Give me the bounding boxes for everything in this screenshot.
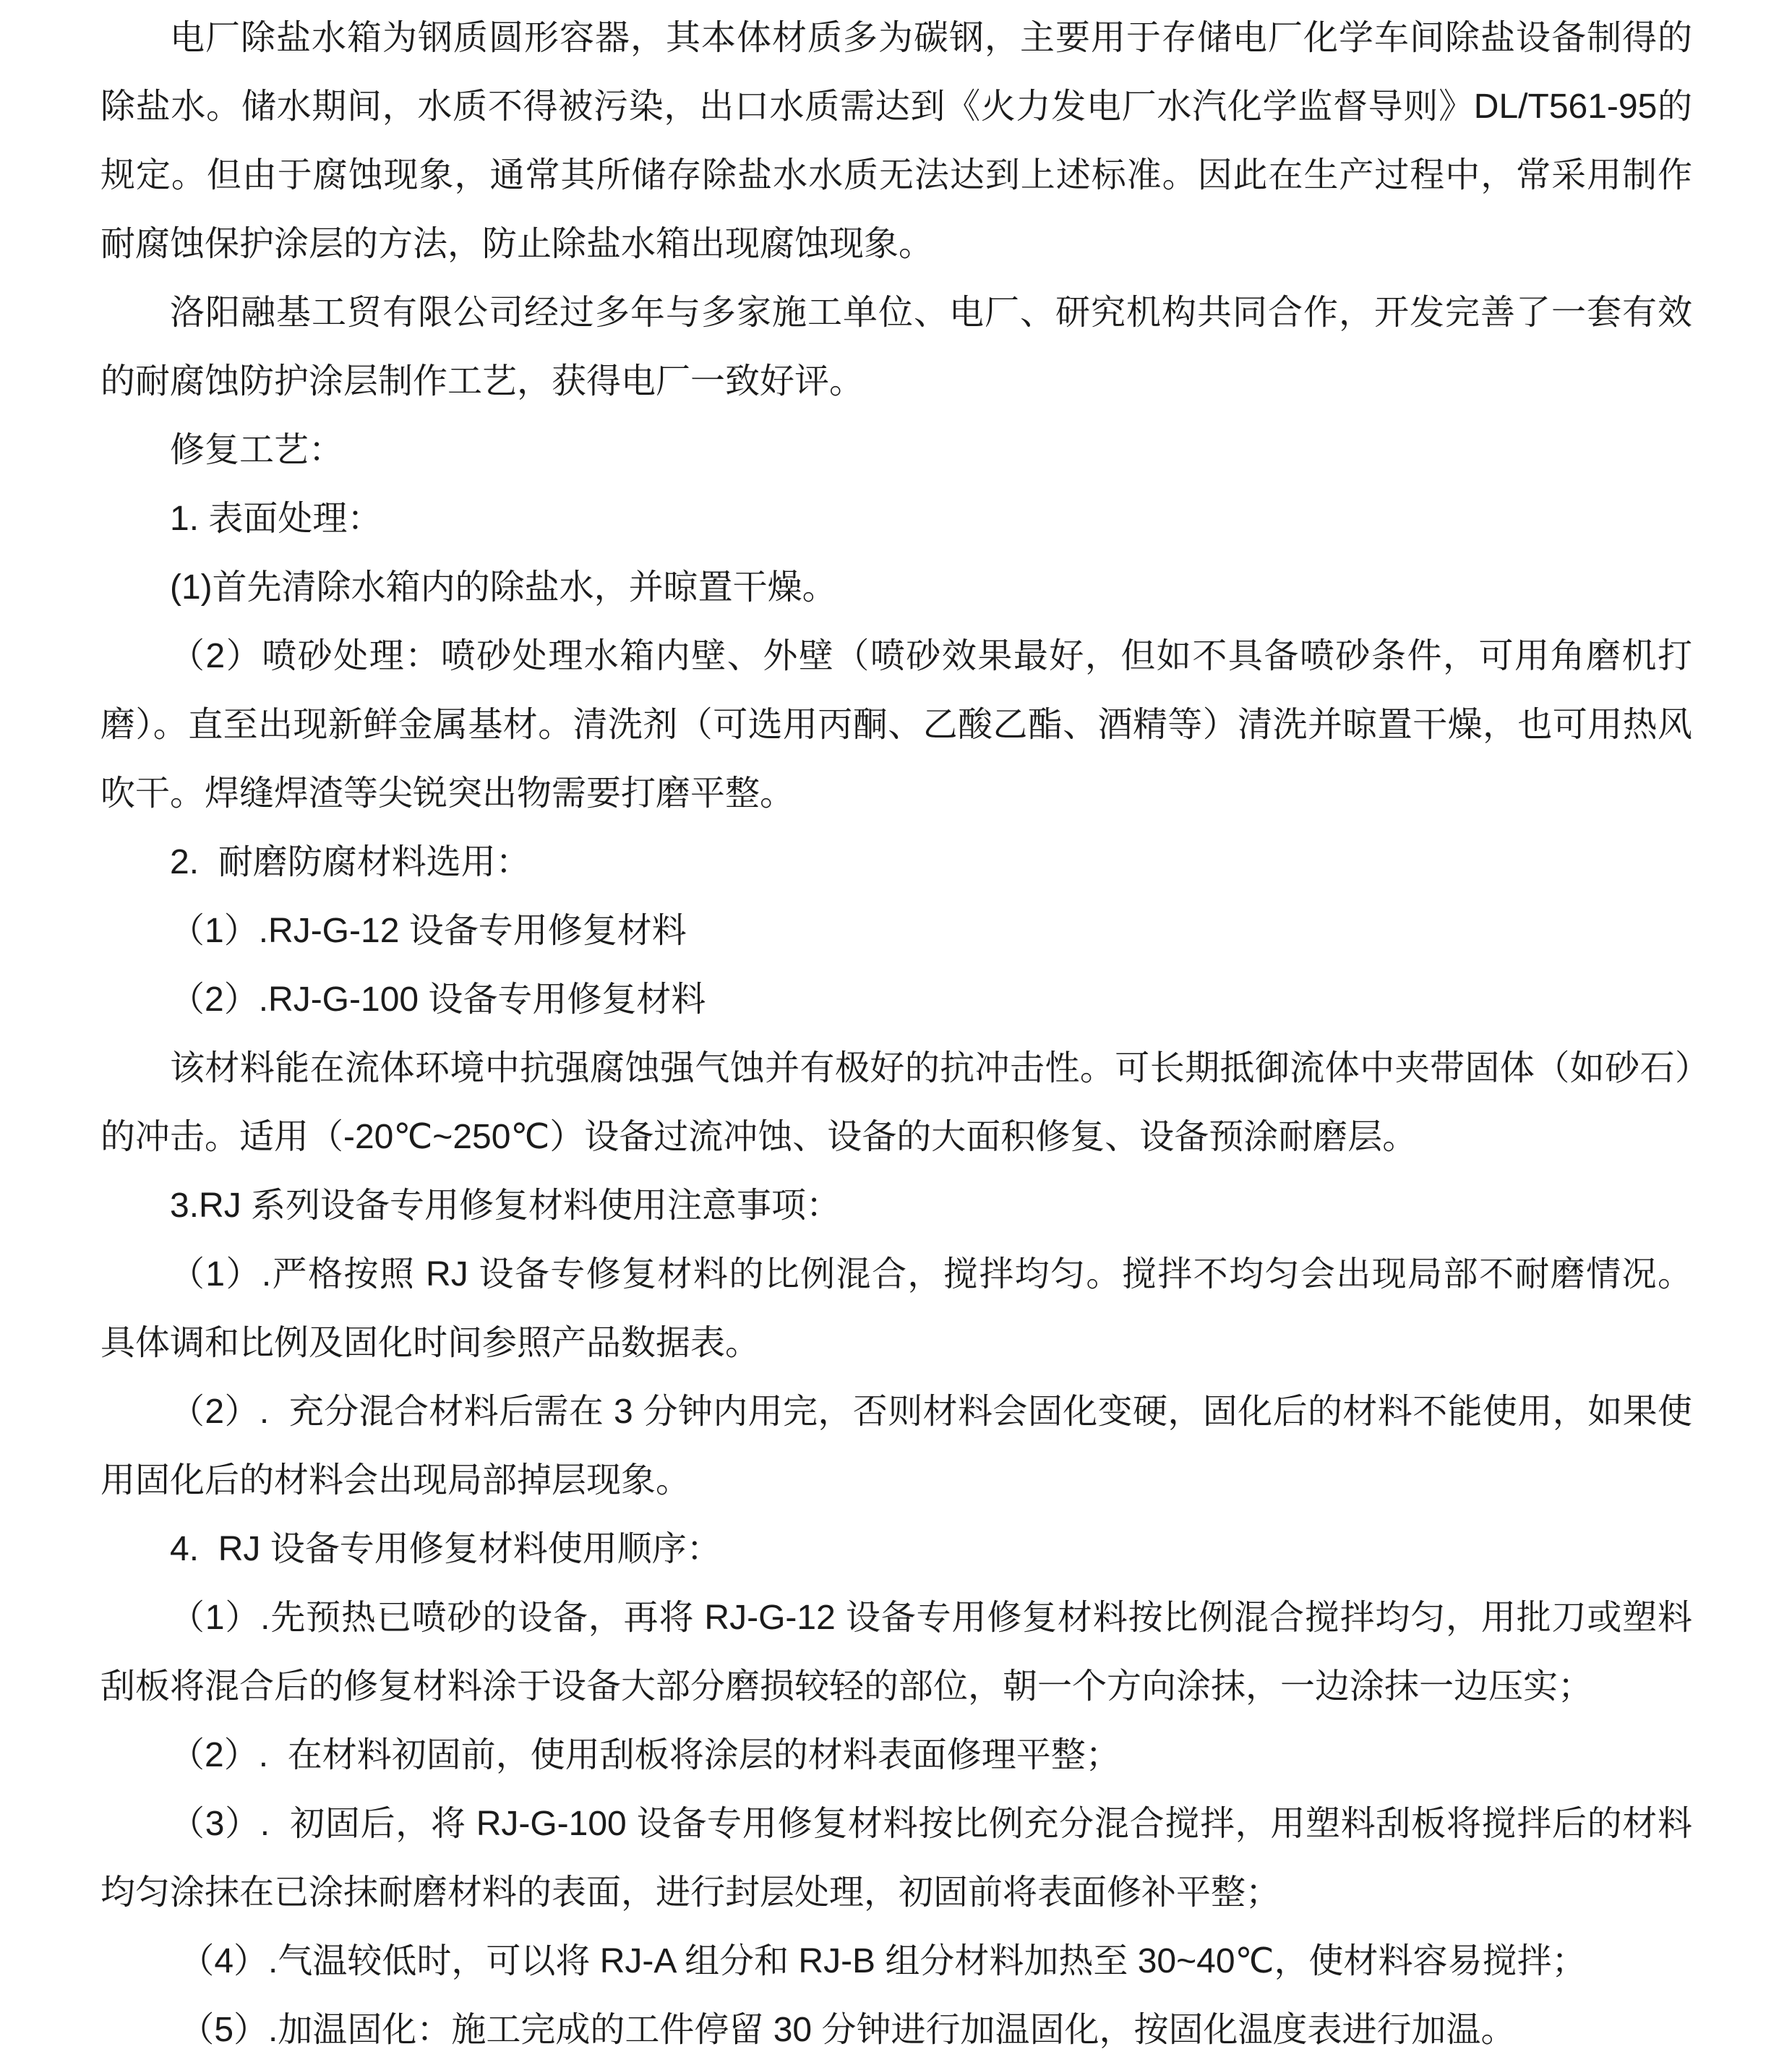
item-order-3: （3）. 初固后，将 RJ-G-100 设备专用修复材料按比例充分混合搅拌，用塑料刮板将搅拌后的材料均匀涂抹在已涂抹耐磨材料的表面，进行封层处理，初固前将表面修补平整； <box>100 1805 1692 1912</box>
paragraph-company: 洛阳融基工贸有限公司经过多年与多家施工单位、电厂、研究机构共同合作，开发完善了一套有效的耐腐蚀防护涂层制作工艺，获得电厂一致好评。 <box>100 294 1692 401</box>
item-order-4: （4）.气温较低时，可以将 RJ-A 组分和 RJ-B 组分材料加热至 30~40℃，使材料容易搅拌； <box>170 1942 1587 1980</box>
heading-surface-treatment: 1. 表面处理： <box>170 500 382 538</box>
heading-material-selection: 2. 耐磨防腐材料选用： <box>170 843 531 881</box>
paragraph-intro: 电厂除盐水箱为钢质圆形容器，其本体材质多为碳钢，主要用于存储电厂化学车间除盐设备制得的除盐水。储水期间，水质不得被污染，出口水质需达到《火力发电厂水汽化学监督导则》DL/T561-95的规定。但由于腐蚀现象，通常其所储存除盐水水质无法达到上述标准。因此在生产过程中，常采用制作耐腐蚀保护涂层的方法，防止除盐水箱出现腐蚀现象。 <box>100 19 1692 263</box>
heading-usage-order: 4. RJ 设备专用修复材料使用顺序： <box>170 1530 721 1568</box>
paragraph-material-properties: 该材料能在流体环境中抗强腐蚀强气蚀并有极好的抗冲击性。可长期抵御流体中夹带固体（如砂石）的冲击。适用（-20℃~250℃）设备过流冲蚀、设备的大面积修复、设备预涂耐磨层。 <box>100 1049 1692 1156</box>
item-order-5: （5）.加温固化：施工完成的工件停留 30 分钟进行加温固化，按固化温度表进行加温。 <box>170 2011 1516 2049</box>
heading-repair-process: 修复工艺： <box>170 431 344 469</box>
item-precaution-2: （2）. 充分混合材料后需在 3 分钟内用完，否则材料会固化变硬，固化后的材料不能使用，如果使用固化后的材料会出现局部掉层现象。 <box>100 1393 1692 1500</box>
heading-precautions: 3.RJ 系列设备专用修复材料使用注意事项： <box>170 1187 841 1225</box>
item-surface-step-1: (1)首先清除水箱内的除盐水，并晾置干燥。 <box>170 568 837 607</box>
item-material-rj-g-100: （2）.RJ-G-100 设备专用修复材料 <box>170 980 706 1019</box>
item-precaution-1: （1）.严格按照 RJ 设备专修复材料的比例混合，搅拌均匀。搅拌不均匀会出现局部不耐磨情况。 具体调和比例及固化时间参照产品数据表。 <box>100 1255 1702 1362</box>
item-surface-step-2: （2）喷砂处理：喷砂处理水箱内壁、外壁（喷砂效果最好，但如不具备喷砂条件，可用角磨机打磨）。直至出现新鲜金属基材。清洗剂（可选用丙酮、乙酸乙酯、酒精等）清洗并晾置干燥，也可用热风吹干。焊缝焊渣等尖锐突出物需要打磨平整。 <box>100 637 1692 813</box>
item-order-1: （1）.先预热已喷砂的设备，再将 RJ-G-12 设备专用修复材料按比例混合搅拌均匀，用批刀或塑料刮板将混合后的修复材料涂于设备大部分磨损较轻的部位，朝一个方向涂抹，一边涂抹一边压实； <box>100 1599 1692 1706</box>
item-order-2: （2）. 在材料初固前，使用刮板将涂层的材料表面修理平整； <box>170 1736 1120 1774</box>
item-material-rj-g-12: （1）.RJ-G-12 设备专用修复材料 <box>170 912 687 950</box>
